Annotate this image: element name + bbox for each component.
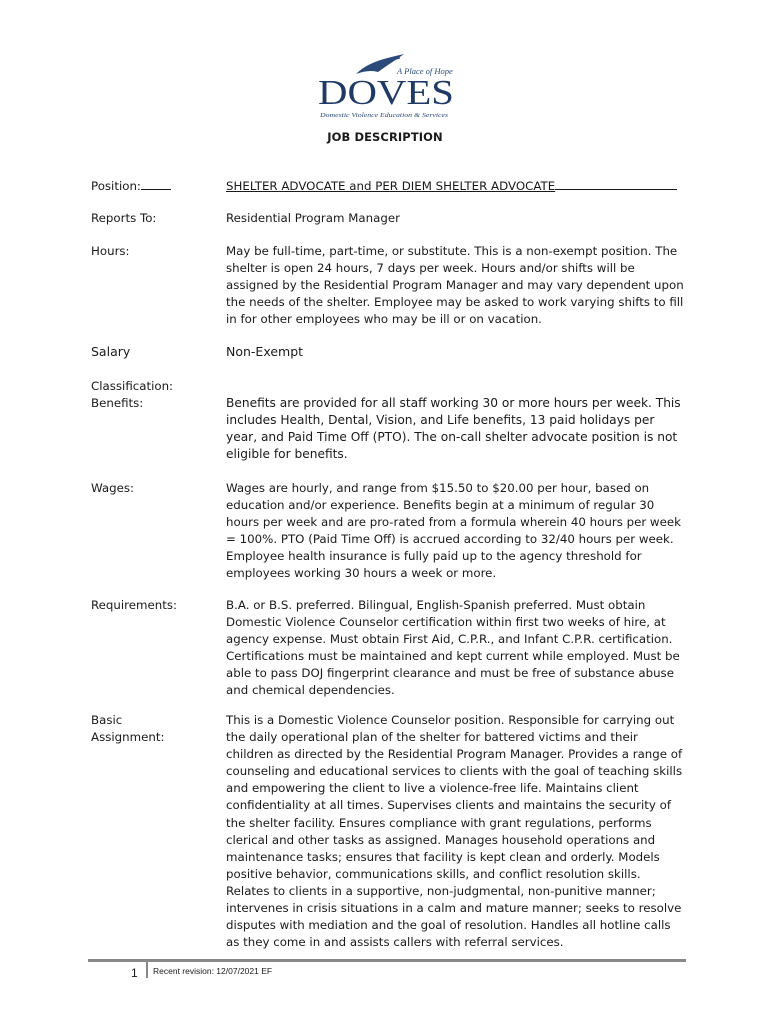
page-title: JOB DESCRIPTION	[327, 130, 443, 144]
doves-logo-graphic	[316, 44, 458, 122]
position-underline	[555, 178, 677, 190]
revision-note: Recent revision: 12/07/2021 EF	[153, 966, 273, 976]
benefits-label: Benefits:	[91, 396, 144, 410]
basic-assignment-label	[91, 712, 221, 746]
benefits-value: Benefits are provided for all staff working 30 or more hours per week. This includes Health, Dental, Vision, and Life benefits, 13 paid holidays per year, and Paid Time Off (PTO). The on-call shelter advocate position is not eligible for benefits.	[226, 396, 681, 462]
position-value: SHELTER ADVOCATE and PER DIEM SHELTER ADVOCATE	[226, 179, 556, 193]
footer-divider	[88, 959, 686, 962]
hours-value: May be full-time, part-time, or substitute. This is a non-exempt position. The shelter is open 24 hours, 7 days per week. Hours and/or shifts will be assigned by the Residential Program Manager and may vary dependent upon the needs of the shelter. Employee may be asked to work varying shifts to fill in for other employees who may be ill or on vacation.	[226, 244, 684, 327]
classification-label: Classification:	[91, 379, 174, 393]
logo-tagline: A Place of Hope	[397, 66, 453, 76]
page-number: 1	[131, 966, 138, 980]
requirements-label: Requirements:	[91, 598, 177, 612]
wages-value: Wages are hourly, and range from $15.50 to $20.00 per hour, based on education and/or experience. Benefits begin at a minimum of regular 30 hours per week and are pro-rated from a formula wherein 40 hours per week = 100%. PTO (Paid Time Off) is accrued according to 32/40 hours per week. Employee health insurance is fully paid up to the agency threshold for employees working 30 hours a week or more.	[226, 481, 681, 581]
reports-to-value: Residential Program Manager	[226, 211, 400, 225]
logo-name: DOVES	[318, 73, 454, 112]
position-label-wrap	[91, 178, 221, 195]
footer-vertical-divider	[146, 962, 148, 978]
hours-label: Hours:	[91, 244, 130, 258]
basic-assignment-value: This is a Domestic Violence Counselor position. Responsible for carrying out the daily operational plan of the shelter for battered victims and their children as directed by the Residential Program Manager. Provides a range of counseling and educational services to clients with the goal of teaching skills and empowering the client to live a violence-free life. Maintains client confidentiality at all times. Supervises clients and maintains the security of the shelter facility. Ensures compliance with grant regulations, performs clerical and other tasks as assigned. Manages household operations and maintenance tasks; ensures that facility is kept clean and orderly. Models positive behavior, communications skills, and conflict resolution skills. Relates to clients in a supportive, non-judgmental, non-punitive manner; intervenes in crisis situations in a calm and mature manner; seeks to resolve disputes with mediation and the goal of resolution. Handles all hotline calls as they come in and assists callers with referral services.	[226, 713, 683, 950]
salary-label: Salary	[91, 344, 131, 359]
wages-label: Wages:	[91, 481, 135, 495]
position-value-wrap	[226, 178, 684, 195]
requirements-value: B.A. or B.S. preferred. Bilingual, English-Spanish preferred. Must obtain Domestic Violence Counselor certification within first two weeks of hire, at agency expense. Must obtain First Aid, C.P.R., and Infant C.P.R. certification. Certifications must be maintained and kept current while employed. Must be able to pass DOJ fingerprint clearance and must be free of substance abuse and chemical dependencies.	[226, 598, 680, 698]
salary-value: Non-Exempt	[226, 344, 304, 359]
logo-subtitle: Domestic Violence Education & Services	[318, 112, 449, 119]
position-label: Position:	[91, 179, 141, 193]
position-blank-line	[141, 178, 171, 190]
basic-assignment-label-line2: Assignment:	[91, 730, 165, 744]
reports-to-label: Reports To:	[91, 211, 157, 225]
basic-assignment-label-line1: Basic	[91, 713, 123, 727]
doves-logo	[316, 44, 458, 122]
